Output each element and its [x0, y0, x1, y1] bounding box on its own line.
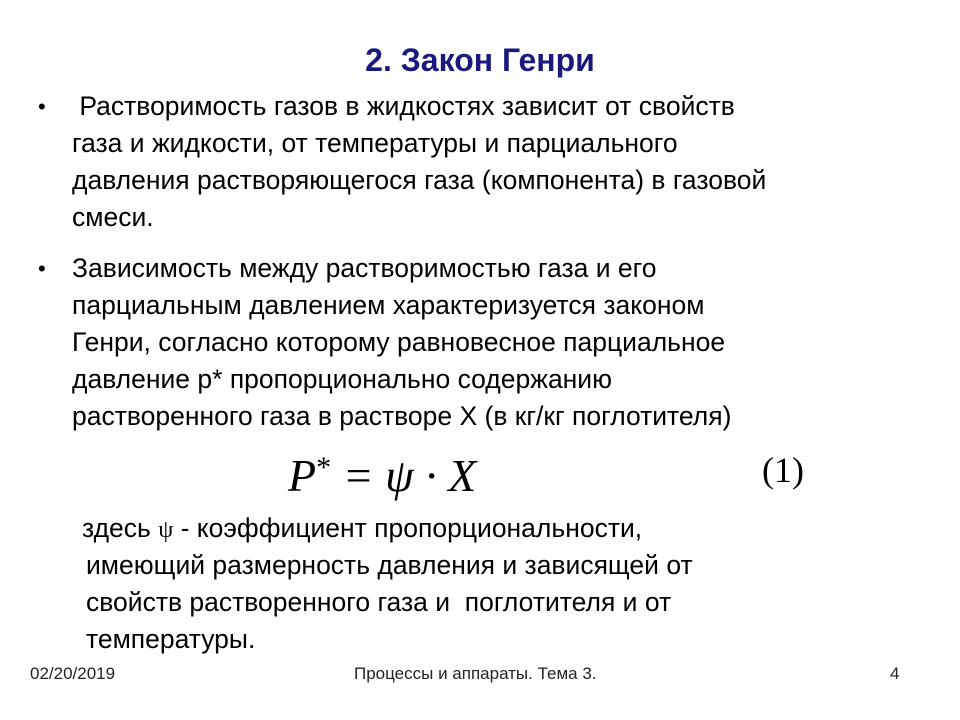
bullet-1-marker: •: [38, 94, 46, 119]
bullet-2-marker: •: [38, 256, 46, 281]
note-line-2: имеющий размерность давления и зависящей от: [86, 550, 693, 580]
bullet-1-line-3: давления растворяющегося газа (компонента) в газовой: [72, 165, 767, 195]
bullet-2-line-2: парциальным давлением характеризуется законом: [72, 290, 705, 320]
bullet-1-line-2: газа и жидкости, от температуры и парциального: [72, 128, 678, 158]
note-line-3: свойств растворенного газа и поглотителя и от: [86, 587, 672, 617]
bullet-1-line-4: смеси.: [72, 202, 154, 232]
footer-page-number: 4: [890, 664, 900, 683]
formula-lhs: P: [288, 450, 317, 501]
note-lead: здесь: [82, 513, 159, 543]
formula-rhs: = ψ · X: [331, 450, 477, 501]
bullet-2-line-3: Генри, согласно которому равновесное парциальное: [72, 327, 726, 357]
equation-number: (1): [762, 450, 804, 490]
note-line-1-rest: - коэффициент пропорциональности,: [173, 513, 643, 543]
bullet-2-line-1: Зависимость между растворимостью газа и его: [72, 253, 657, 283]
note-line-1: [82, 510, 642, 549]
henry-formula: [288, 440, 476, 504]
bullet-1-line-1: Растворимость газов в жидкостях зависит от свойств: [72, 91, 735, 121]
footer-center-text: Процессы и аппараты. Тема 3.: [354, 664, 597, 683]
bullet-2-line-4: давление р* пропорционально содержанию: [72, 364, 612, 394]
footer-date: 02/20/2019: [30, 664, 116, 683]
note-line-4: температуры.: [86, 624, 256, 654]
slide-title: 2. Закон Генри: [365, 42, 595, 78]
psi-symbol: ψ: [158, 517, 174, 543]
bullet-2-line-5: растворенного газа в растворе Х (в кг/кг поглотителя): [72, 401, 732, 431]
formula-superscript: *: [316, 451, 332, 484]
